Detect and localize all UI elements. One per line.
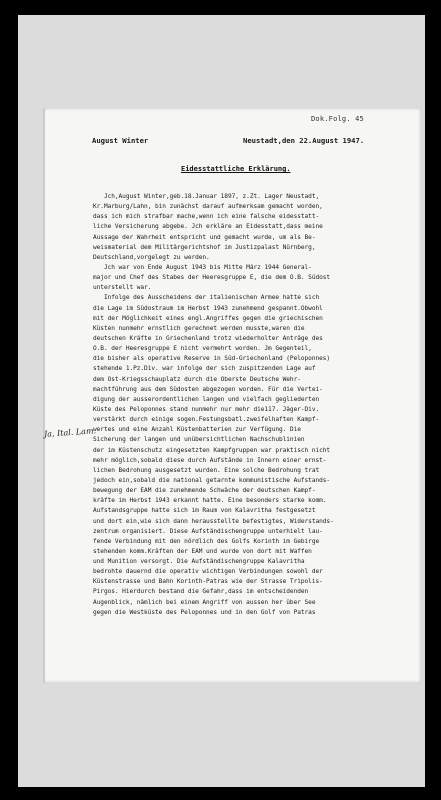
body-line: bewegung der EAM die zunehmende Schwäche der deutschen Kampf- [93,487,316,495]
body-line: jedoch ein,sobald die national getarnte kommunistische Aufstands- [93,476,331,484]
body-line: Pirgos. Hierdurch bestand die Gefahr,dass im entscheidenden [93,588,309,596]
body-line: und dort ein,wie sich dann herausstellte befestigtes, Widerstands- [93,517,334,525]
body-line: dass ich mich strafbar mache,wenn ich eine falsche eidesstatt- [93,213,320,221]
body-line: gegen die Westküste des Peloponnes und in den Golf von Patras [93,608,316,616]
body-line: verstärkt durch einige sogen.Festungsbatl.zweifelhaften Kampf- [93,416,320,424]
body-line: Deutschland,vorgelegt zu werden. [93,253,210,261]
body-line: mehr möglich,sobald diese durch Aufstände in Innern einer ernst- [93,456,327,464]
body-line: weismaterial dem Militärgerichtshof im Justizpalast Nürnberg, [93,243,316,251]
handwritten-margin-note: Ja, Ital. Lam. [43,426,97,439]
body-line: Aussage der Wahrheit entspricht und gemacht wurde, um als Be- [93,233,316,241]
body-line: major und Chef des Stabes der Heeresgruppe E, die dem O.B. Südost [93,274,331,282]
body-line: die Lage im Südostraum im Herbst 1943 zunehmend gespannt.Obwohl [93,304,323,312]
body-line: kräfte im Herbst 1943 erkannt hatte. Eine besonders starke komm. [93,497,327,505]
body-line: digung der ausserordentlichen langen und vielfach gegliederten [93,395,320,403]
body-line: lichen Bedrohung ausgesetzt wurden. Eine solche Bedrohung trat [93,466,320,474]
body-line: dem Ost-Kriegsschauplatz durch die Oberste Deutsche Wehr- [93,375,301,383]
body-line: Infolge des Ausscheidens der italienischen Armee hatte sich [93,294,320,302]
body-line: stehende 1.Pz.Div. war infolge der sich zuspitzenden Lage auf [93,365,316,373]
author-name: August Winter [92,136,149,145]
document-body [93,192,411,618]
body-line: und Munition versorgt. Die Aufständischengruppe Kalavritha [93,558,305,566]
body-line: stehenden komm.Kräften der EAM und wurde von dort mit Waffen [93,547,312,555]
body-line: Küste des Peloponnes stand nunmehr nur mehr die117. Jäger-Div. [93,405,320,413]
body-line: Küstenstrasse und Bahn Korinth-Patras wie der Strasse Tripolis- [93,578,323,586]
body-line: machtführung aus dem Südosten abgezogen worden. Für die Vertei- [93,385,323,393]
body-line: Jch war von Ende August 1943 bis Mitte März 1944 General- [93,263,312,271]
body-line: unterstellt war. [93,284,152,292]
body-line: zentrum organisiert. Diese Aufständischengruppe unterhielt lau- [93,527,323,535]
body-line: mit der Möglichkeit eines engl.Angriffes gegen die griechischen [93,314,323,322]
body-line: Aufstandsgruppe hatte sich im Raum von Kalavritha festgesetzt [93,507,316,515]
document-title: Eidesstattliche Erklärung. [181,165,291,173]
body-line: wertes und eine Anzahl Küstenbatterien zur Verfügung. Die [93,426,301,434]
body-line: liche Versicherung abgebe. Jch erkläre an Eidesstatt,dass meine [93,223,323,231]
document-reference-stamp: Dok.Folg. 45 [311,115,364,123]
body-line: Jch,August Winter,geb.18.Januar 1897, z.Zt. Lager Neustadt, [93,193,320,200]
body-line: der im Küstenschutz eingesetzten Kampfgruppen war praktisch nicht [93,446,331,454]
body-line: bedrohte dauernd die operativ wichtigen Verbindungen sowohl der [93,568,323,576]
page-left-edge [43,108,45,683]
body-line: Kr.Marburg/Lahn, bin zunächst darauf aufmerksam gemacht worden, [93,203,323,211]
body-line: Küsten nunmehr ernstlich gerechnet werden musste,waren die [93,324,305,332]
place-date: Neustadt,den 22.August 1947. [243,136,365,145]
body-line: O.B. der Heeresgruppe E nicht vermehrt worden. Jm Gegenteil, [93,345,312,353]
body-line: die bisher als operative Reserve in Süd-Griechenland (Peloponnes) [93,355,331,363]
body-line: deutschen Kräfte in Griechenland trotz wiederholter Anträge des [93,334,323,342]
body-line: Augenblick, nämlich bei einem Angriff von aussen her über See [93,598,316,606]
body-line: Sicherung der langen und unübersichtlichen Nachschublinien [93,436,305,444]
body-line: fende Verbindung mit den nördlich des Golfs Korinth im Gebirge [93,537,320,545]
